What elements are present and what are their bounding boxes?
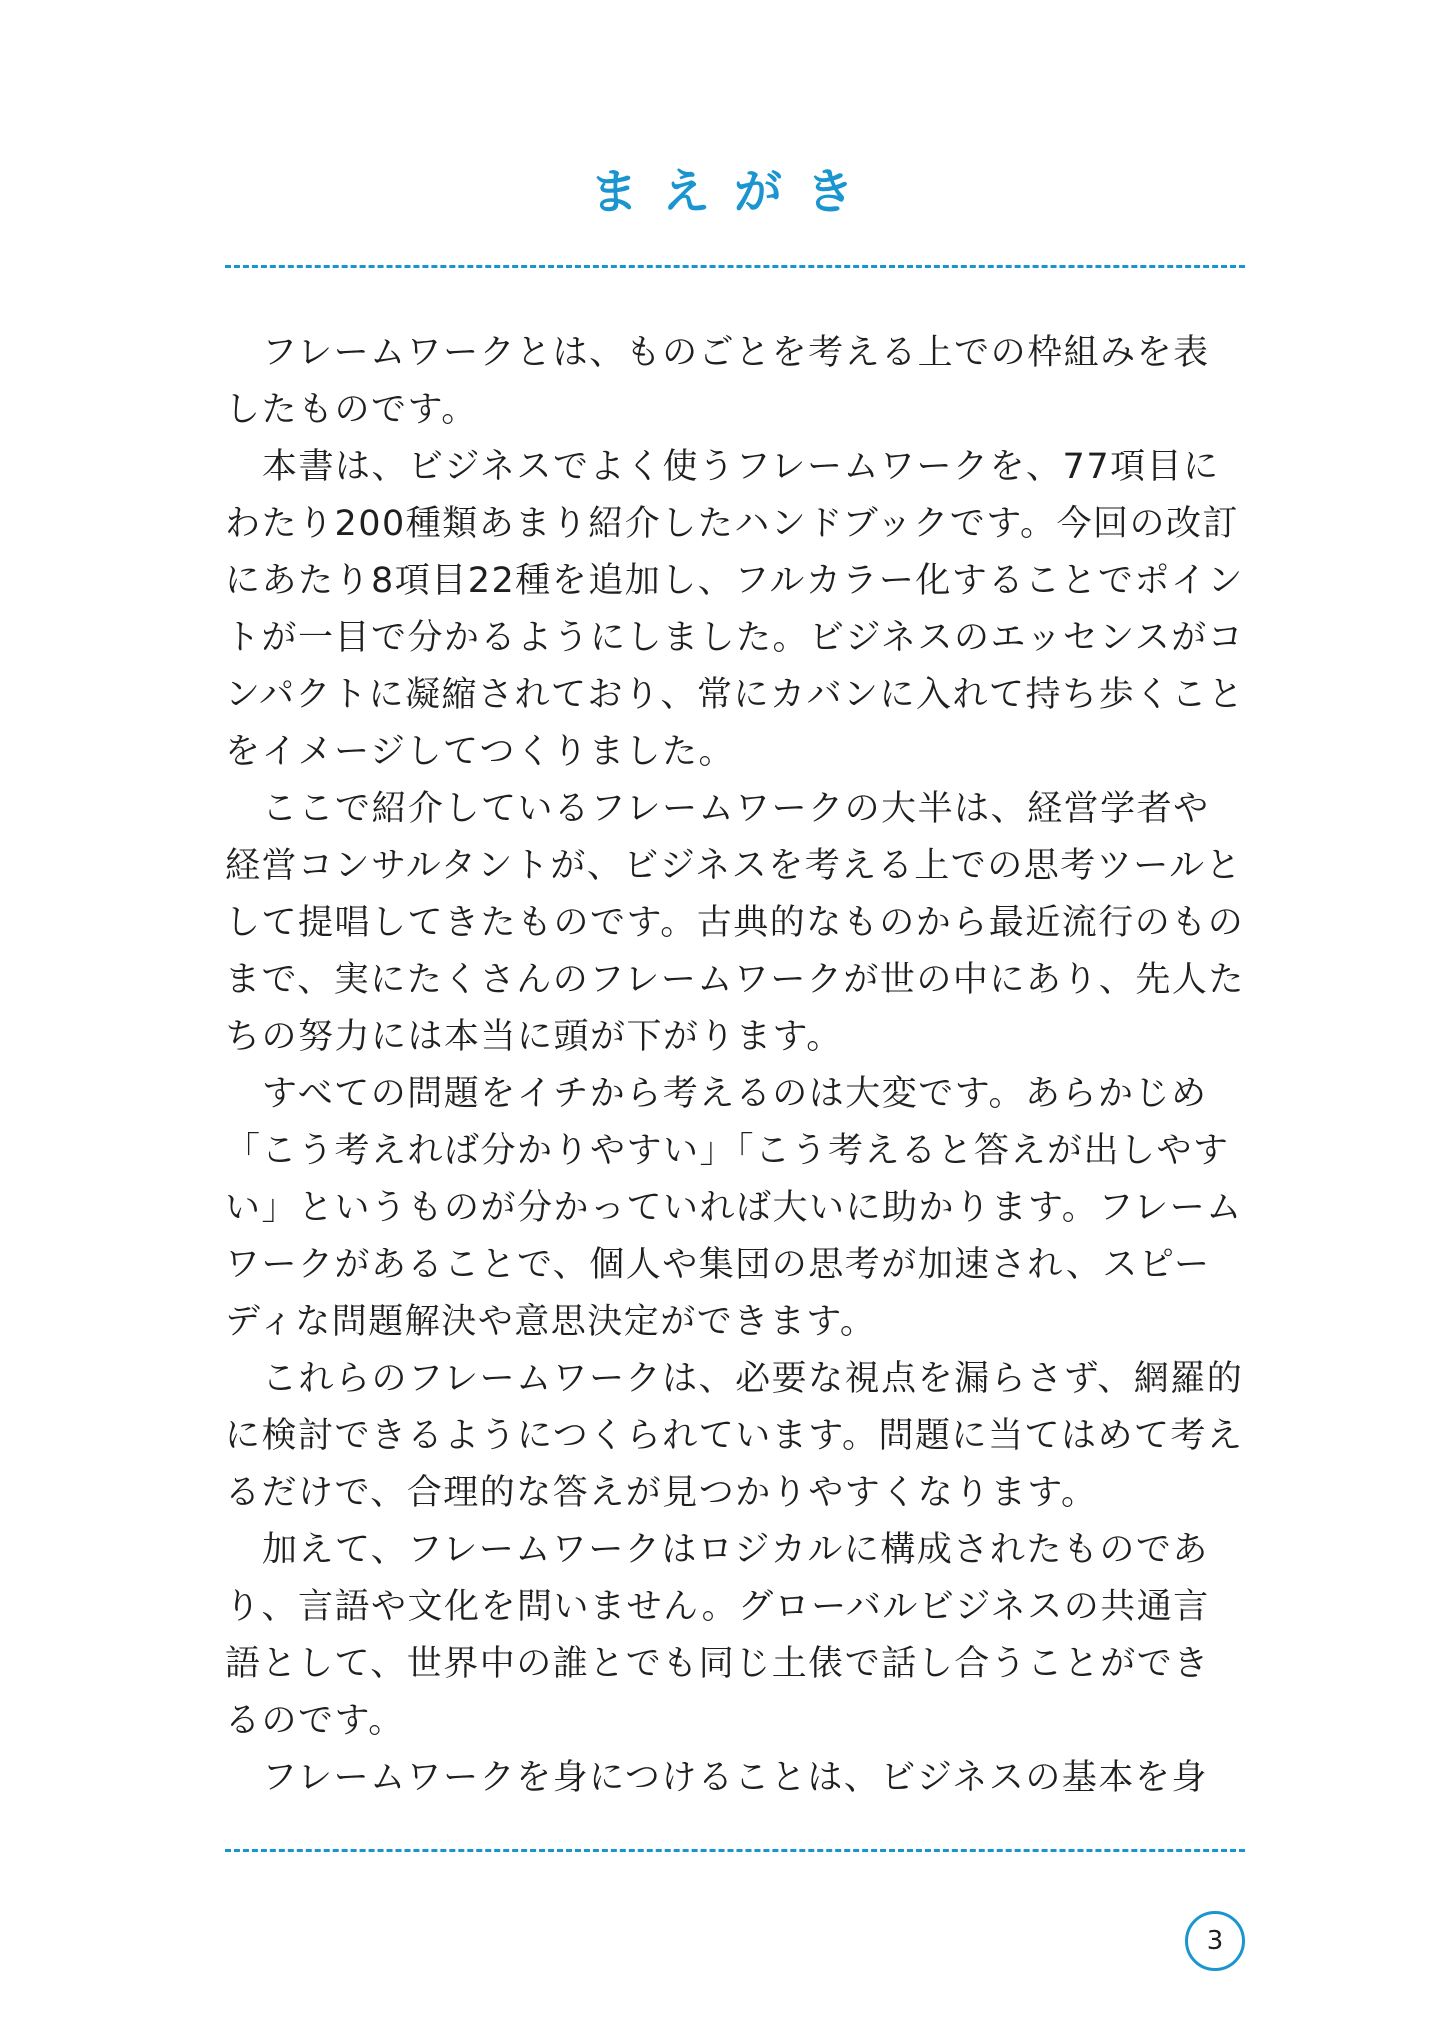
paragraph-6: 加えて、フレームワークはロジカルに構成されたものであり、言語や文化を問いません。グローバルビジネスの共通言語として、世界中の誰とでも同じ土俵で話し合うことができるのです。	[225, 1530, 1210, 1741]
page-number-badge: 3	[1185, 1911, 1245, 1971]
paragraph-4: すべての問題をイチから考えるのは大変です。あらかじめ「こう考えれば分かりやすい」「こう考えると答えが出しやすい」というものが分かっていれば大いに助かります。フレームワークがあることで、個人や集団の思考が加速され、スピーディな問題解決や意思決定ができます。	[225, 1074, 1243, 1342]
paragraph-1: フレームワークとは、ものごとを考える上での枠組みを表したものです。	[225, 333, 1210, 430]
paragraph-2: 本書は、ビジネスでよく使うフレームワークを、77項目にわたり200種類あまり紹介したハンドブックです。今回の改訂にあたり8項目22種を追加し、フルカラー化することでポイントが一目で分かるようにしました。ビジネスのエッセンスがコンパクトに凝縮されており、常にカバンに入れて持ち歩くことをイメージしてつくりました。	[225, 447, 1245, 772]
paragraph-3: ここで紹介しているフレームワークの大半は、経営学者や経営コンサルタントが、ビジネスを考える上での思考ツールとして提唱してきたものです。古典的なものから最近流行のものまで、実にたくさんのフレームワークが世の中にあり、先人たちの努力には本当に頭が下がります。	[225, 789, 1245, 1057]
paragraph-5: これらのフレームワークは、必要な視点を漏らさず、網羅的に検討できるようにつくられています。問題に当てはめて考えるだけで、合理的な答えが見つかりやすくなります。	[225, 1359, 1244, 1513]
paragraph-7: フレームワークを身につけることは、ビジネスの基本を身	[262, 1758, 1208, 1798]
preface-body	[225, 325, 1245, 1807]
top-dashed-divider	[225, 265, 1245, 268]
bottom-dashed-divider	[225, 1849, 1245, 1852]
page-title: まえがき	[589, 164, 878, 220]
